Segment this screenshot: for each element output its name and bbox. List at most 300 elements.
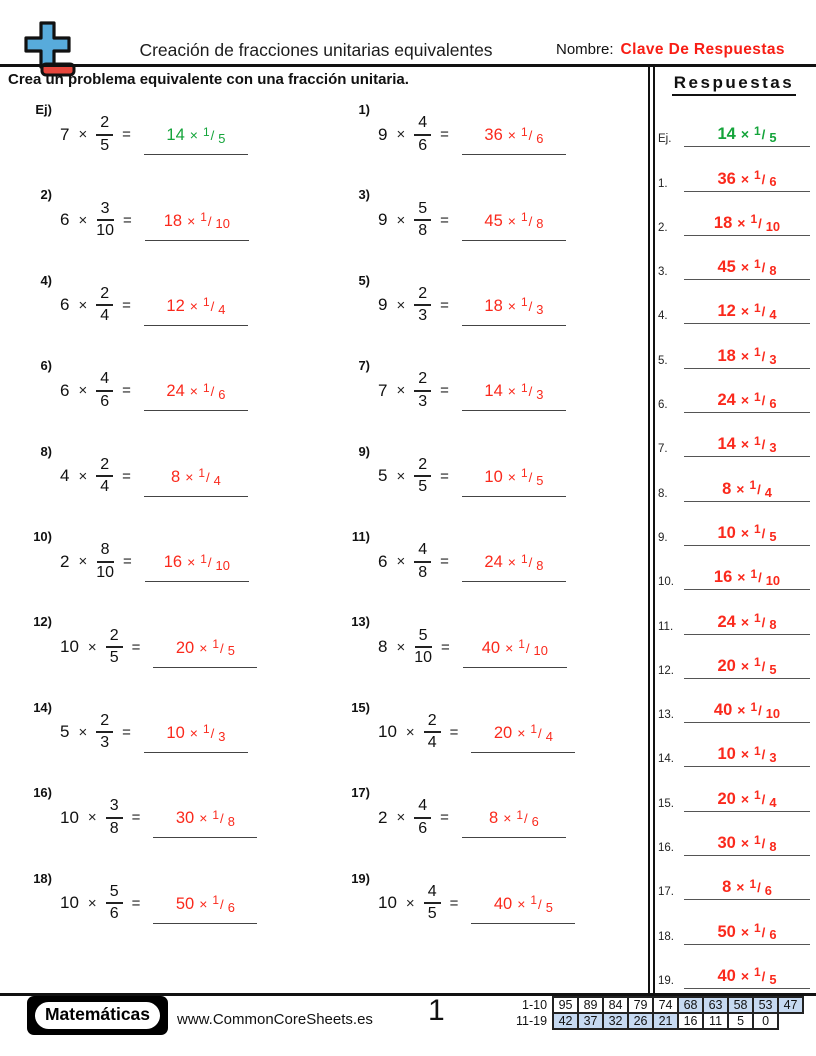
answer-denominator: 3 xyxy=(218,728,226,744)
answer-multiplier: 14 xyxy=(717,435,736,454)
fraction xyxy=(414,541,431,582)
unit-numerator: 1 xyxy=(520,295,528,310)
answer-number: 14. xyxy=(658,753,674,766)
grade-cell: 89 xyxy=(578,997,603,1013)
grade-cell: 79 xyxy=(628,997,653,1013)
fraction xyxy=(414,797,431,838)
problem-number: 5) xyxy=(358,272,370,288)
unit-numerator: 1 xyxy=(520,124,528,139)
answer-blank xyxy=(462,297,566,326)
unit-numerator: 1 xyxy=(212,807,220,822)
problem-number: 7) xyxy=(358,358,370,374)
answer-denominator: 6 xyxy=(769,395,777,411)
fraction-numerator: 2 xyxy=(424,712,441,733)
unit-numerator: 1 xyxy=(520,380,528,395)
fraction-numerator: 2 xyxy=(106,627,123,648)
times-sign: × xyxy=(740,967,750,984)
answer-underline xyxy=(153,667,257,668)
answer-denominator: 5 xyxy=(769,528,777,544)
answer-underline xyxy=(153,837,257,838)
answer-number: Ej. xyxy=(658,133,672,146)
fraction-numerator: 2 xyxy=(414,285,431,306)
grade-cell: 0 xyxy=(753,1013,778,1029)
fraction-slash: / xyxy=(528,469,533,485)
times-sign: × xyxy=(517,724,526,741)
fraction-denominator: 5 xyxy=(427,905,437,923)
fraction-denominator: 3 xyxy=(418,392,428,410)
times-sign: × xyxy=(740,923,750,940)
fraction xyxy=(96,712,113,753)
problem-item xyxy=(330,92,648,177)
times-sign: × xyxy=(87,638,97,656)
problem-item xyxy=(12,263,330,348)
times-sign: × xyxy=(740,392,750,409)
grade-cell: 11 xyxy=(703,1013,728,1029)
answer-denominator: 8 xyxy=(769,263,777,279)
fraction-slash: / xyxy=(757,880,761,896)
answer-underline xyxy=(462,837,566,838)
answer-multiplier: 14 xyxy=(484,382,503,401)
fraction-slash: / xyxy=(761,525,766,541)
fraction-numerator: 2 xyxy=(96,456,113,477)
fraction-numerator: 2 xyxy=(96,285,113,306)
answer-multiplier: 14 xyxy=(717,125,736,144)
answer-denominator: 5 xyxy=(227,643,235,659)
unit-numerator: 1 xyxy=(754,522,761,537)
problem-number: 12) xyxy=(33,614,52,630)
whole-number: 10 xyxy=(378,722,397,742)
grade-cell: 58 xyxy=(728,997,753,1013)
times-sign: × xyxy=(87,809,97,827)
unit-numerator: 1 xyxy=(198,466,205,481)
fraction-slash: / xyxy=(761,171,766,187)
answer-value xyxy=(684,923,810,945)
unit-numerator: 1 xyxy=(520,466,528,481)
instruction-text: Crea un problema equivalente con una fracción unitaria. xyxy=(8,71,409,88)
problem-item xyxy=(12,604,330,689)
problem-number: 4) xyxy=(40,272,52,288)
times-sign: × xyxy=(740,347,750,364)
header-divider xyxy=(0,64,816,67)
answer-multiplier: 10 xyxy=(717,745,736,764)
answer-underline xyxy=(463,667,567,668)
answer-underline xyxy=(462,240,566,241)
times-sign: × xyxy=(507,297,516,314)
unit-numerator: 1 xyxy=(530,722,538,737)
grade-cell: 32 xyxy=(603,1013,628,1029)
answer-value xyxy=(169,895,242,914)
answer-blank xyxy=(471,895,575,924)
times-sign: × xyxy=(78,296,88,314)
fraction-denominator: 5 xyxy=(418,478,428,496)
times-sign: × xyxy=(507,383,516,400)
fraction-slash: / xyxy=(523,811,528,827)
answer-blank xyxy=(144,468,248,497)
answer-blank xyxy=(145,212,249,241)
answer-blank xyxy=(462,212,566,241)
answer-underline xyxy=(471,923,575,924)
times-sign: × xyxy=(78,126,88,144)
unit-numerator: 1 xyxy=(749,478,757,493)
problem-number: 2) xyxy=(40,187,52,203)
problem-number: 6) xyxy=(40,358,52,374)
answer-number: 7. xyxy=(658,443,668,456)
unit-numerator: 1 xyxy=(520,210,528,225)
sidebar-answer-row xyxy=(658,590,810,634)
answer-multiplier: 24 xyxy=(484,553,503,572)
sidebar-answer-row xyxy=(658,192,810,236)
answer-multiplier: 8 xyxy=(722,878,732,897)
fraction-denominator: 10 xyxy=(96,222,115,240)
answer-value xyxy=(684,878,810,900)
grade-cell: 26 xyxy=(628,1013,653,1029)
times-sign: × xyxy=(396,211,406,229)
fraction-denominator: 8 xyxy=(418,222,428,240)
fraction-numerator: 4 xyxy=(424,883,441,904)
problem-number: 1) xyxy=(358,102,370,117)
answer-multiplier: 45 xyxy=(717,258,736,277)
sidebar-answer-row xyxy=(658,457,810,501)
answer-number: 3. xyxy=(658,266,668,279)
answer-value xyxy=(482,809,546,828)
unit-numerator: 1 xyxy=(754,300,761,315)
unit-numerator: 1 xyxy=(202,722,210,737)
answer-denominator: 4 xyxy=(545,728,553,744)
fraction xyxy=(414,370,431,411)
unit-numerator: 1 xyxy=(750,699,758,714)
unit-numerator: 1 xyxy=(754,345,761,360)
answer-denominator: 8 xyxy=(536,557,544,573)
answer-multiplier: 16 xyxy=(713,568,733,587)
answer-value xyxy=(487,724,560,743)
fraction-numerator: 8 xyxy=(97,541,114,562)
fraction-denominator: 10 xyxy=(96,563,115,581)
answer-number: 15. xyxy=(658,797,674,810)
times-sign: × xyxy=(740,746,750,763)
answers-list xyxy=(658,103,810,989)
answer-denominator: 4 xyxy=(213,472,221,488)
answer-blank xyxy=(145,553,249,582)
answer-multiplier: 12 xyxy=(166,296,185,315)
times-sign: × xyxy=(78,211,88,229)
problems-grid xyxy=(12,92,648,946)
unit-numerator: 1 xyxy=(754,168,761,183)
answer-multiplier: 18 xyxy=(713,213,733,232)
answer-underline xyxy=(462,410,566,411)
grade-cell: 47 xyxy=(778,997,803,1013)
whole-number: 2 xyxy=(60,551,70,571)
times-sign: × xyxy=(507,127,516,144)
answer-underline xyxy=(145,581,249,582)
fraction-slash: / xyxy=(761,836,766,852)
whole-number: 9 xyxy=(378,295,388,315)
answer-value xyxy=(684,214,810,236)
grade-cell: 5 xyxy=(728,1013,753,1029)
whole-number: 5 xyxy=(60,722,70,742)
answer-multiplier: 40 xyxy=(481,638,501,657)
brand-logo xyxy=(27,996,168,1035)
answer-number: 6. xyxy=(658,399,668,412)
fraction-denominator: 6 xyxy=(109,905,119,923)
problem-item xyxy=(330,775,648,860)
problem-item xyxy=(12,519,330,604)
answer-value xyxy=(684,170,810,192)
times-sign: × xyxy=(199,639,208,656)
sidebar-answer-row xyxy=(658,945,810,989)
problem-number: 19) xyxy=(351,870,370,886)
whole-number: 9 xyxy=(378,124,388,144)
grade-cell: 95 xyxy=(553,997,578,1013)
times-sign: × xyxy=(736,879,745,896)
fraction-numerator: 2 xyxy=(414,370,431,391)
fraction-slash: / xyxy=(528,384,533,400)
grade-range-label: 1-10 xyxy=(522,998,548,1012)
sidebar-answer-row xyxy=(658,900,810,944)
times-sign: × xyxy=(185,468,194,485)
fraction-denominator: 8 xyxy=(418,563,428,581)
times-sign: × xyxy=(740,259,750,276)
fraction-numerator: 3 xyxy=(106,797,123,818)
problem-number: 17) xyxy=(351,785,370,801)
answer-value xyxy=(477,553,550,572)
answer-blank xyxy=(471,724,575,753)
answer-value xyxy=(684,834,810,856)
sidebar-answer-row xyxy=(658,413,810,457)
times-sign: × xyxy=(189,383,198,400)
problem-item xyxy=(330,861,648,946)
answer-denominator: 5 xyxy=(545,899,553,915)
answer-denominator: 3 xyxy=(536,301,544,317)
answer-multiplier: 40 xyxy=(493,894,513,913)
answer-blank xyxy=(144,297,248,326)
times-sign: × xyxy=(740,170,750,187)
sidebar-answer-row xyxy=(658,812,810,856)
sidebar-answer-row xyxy=(658,856,810,900)
problem-item xyxy=(330,519,648,604)
answer-value xyxy=(477,468,550,487)
answer-multiplier: 30 xyxy=(175,809,195,828)
answer-denominator: 4 xyxy=(218,301,226,317)
answer-denominator: 3 xyxy=(769,351,777,367)
times-sign: × xyxy=(507,554,516,571)
answer-value xyxy=(475,639,555,658)
answer-value xyxy=(487,895,560,914)
answer-denominator: 8 xyxy=(769,617,777,633)
answer-number: 2. xyxy=(658,221,668,234)
fraction-slash: / xyxy=(761,747,766,763)
fraction-numerator: 2 xyxy=(96,712,113,733)
times-sign: × xyxy=(405,894,415,912)
fraction-slash: / xyxy=(757,481,761,497)
fraction-slash: / xyxy=(761,658,766,674)
problem-item xyxy=(330,263,648,348)
whole-number: 6 xyxy=(378,551,388,571)
answer-multiplier: 12 xyxy=(717,302,736,321)
fraction-denominator: 5 xyxy=(109,649,119,667)
equals-sign: = xyxy=(123,211,132,229)
equals-sign: = xyxy=(123,553,132,571)
times-sign: × xyxy=(187,554,196,571)
equals-sign: = xyxy=(440,553,449,571)
answer-value xyxy=(159,297,232,316)
fraction-numerator: 4 xyxy=(414,541,431,562)
fraction-slash: / xyxy=(210,128,215,144)
answer-value xyxy=(477,212,550,231)
whole-number: 10 xyxy=(60,893,79,913)
grade-cell: 16 xyxy=(678,1013,703,1029)
answer-multiplier: 24 xyxy=(166,382,185,401)
answer-denominator: 5 xyxy=(769,661,777,677)
website-link[interactable]: www.CommonCoreSheets.es xyxy=(177,1011,373,1028)
answer-value xyxy=(684,790,810,812)
answer-denominator: 3 xyxy=(769,440,777,456)
answer-denominator: 4 xyxy=(764,484,772,500)
answer-denominator: 10 xyxy=(215,557,230,573)
unit-numerator: 1 xyxy=(520,551,528,566)
answer-multiplier: 24 xyxy=(717,612,736,631)
unit-numerator: 1 xyxy=(202,380,210,395)
times-sign: × xyxy=(189,127,198,144)
sidebar-answer-row xyxy=(658,767,810,811)
grade-cell: 68 xyxy=(678,997,703,1013)
times-sign: × xyxy=(189,297,198,314)
times-sign: × xyxy=(740,126,750,143)
answer-denominator: 6 xyxy=(218,387,226,403)
answer-multiplier: 8 xyxy=(722,479,732,498)
fraction-slash: / xyxy=(525,640,530,656)
problem-number: 18) xyxy=(33,870,52,886)
answer-denominator: 10 xyxy=(215,216,230,232)
times-sign: × xyxy=(199,895,208,912)
answer-value xyxy=(684,258,810,280)
whole-number: 2 xyxy=(378,807,388,827)
fraction xyxy=(96,456,113,497)
answer-multiplier: 8 xyxy=(489,809,499,828)
equals-sign: = xyxy=(440,467,449,485)
answer-number: 1. xyxy=(658,177,668,190)
fraction-slash: / xyxy=(761,437,766,453)
unit-numerator: 1 xyxy=(202,295,210,310)
fraction-slash: / xyxy=(761,393,766,409)
answer-value xyxy=(684,302,810,324)
times-sign: × xyxy=(507,212,516,229)
problem-item xyxy=(12,775,330,860)
fraction-slash: / xyxy=(528,213,533,229)
equals-sign: = xyxy=(441,638,450,656)
answer-multiplier: 20 xyxy=(717,656,736,675)
fraction-slash: / xyxy=(761,348,766,364)
times-sign: × xyxy=(503,810,512,827)
name-row xyxy=(556,41,785,59)
fraction-slash: / xyxy=(538,896,542,912)
answer-multiplier: 40 xyxy=(717,966,736,985)
fraction-denominator: 8 xyxy=(109,819,119,837)
times-sign: × xyxy=(189,724,198,741)
answer-number: 8. xyxy=(658,487,668,500)
answer-multiplier: 14 xyxy=(166,126,185,145)
whole-number: 10 xyxy=(60,807,79,827)
answer-value xyxy=(684,435,810,457)
answer-blank xyxy=(462,809,566,838)
whole-number: 4 xyxy=(60,466,70,486)
times-sign: × xyxy=(396,382,406,400)
problem-item xyxy=(12,177,330,262)
fraction-slash: / xyxy=(761,924,766,940)
unit-numerator: 1 xyxy=(749,876,757,891)
equals-sign: = xyxy=(122,126,131,144)
answer-denominator: 8 xyxy=(227,814,235,830)
times-sign: × xyxy=(405,723,415,741)
whole-number: 6 xyxy=(60,210,70,230)
grade-row xyxy=(516,1013,803,1029)
fraction-slash: / xyxy=(761,127,766,143)
sidebar-answer-row xyxy=(658,679,810,723)
answer-underline xyxy=(462,325,566,326)
fraction-slash: / xyxy=(761,968,766,984)
answer-multiplier: 16 xyxy=(163,553,183,572)
problem-item xyxy=(330,348,648,433)
answer-underline xyxy=(462,154,566,155)
answer-underline xyxy=(144,752,248,753)
answer-denominator: 5 xyxy=(536,472,544,488)
times-sign: × xyxy=(396,809,406,827)
fraction-denominator: 6 xyxy=(418,819,428,837)
times-sign: × xyxy=(740,790,750,807)
answer-value xyxy=(684,391,810,413)
grading-scale xyxy=(516,996,804,1030)
unit-numerator: 1 xyxy=(754,743,761,758)
answer-number: 5. xyxy=(658,354,668,367)
problem-item xyxy=(330,690,648,775)
answer-multiplier: 30 xyxy=(717,834,736,853)
sidebar-answer-row xyxy=(658,723,810,767)
answer-multiplier: 8 xyxy=(171,467,181,486)
answer-denominator: 10 xyxy=(765,705,781,721)
equals-sign: = xyxy=(440,211,449,229)
times-sign: × xyxy=(396,296,406,314)
whole-number: 10 xyxy=(60,637,79,657)
answer-number: 17. xyxy=(658,886,674,899)
answer-number: 13. xyxy=(658,709,674,722)
answer-underline xyxy=(144,154,248,155)
answer-multiplier: 10 xyxy=(166,723,185,742)
unit-numerator: 1 xyxy=(754,433,761,448)
answer-multiplier: 36 xyxy=(484,126,503,145)
answer-denominator: 10 xyxy=(765,218,781,234)
equals-sign: = xyxy=(440,126,449,144)
answer-value xyxy=(477,382,550,401)
fraction-numerator: 5 xyxy=(415,627,432,648)
fraction xyxy=(96,114,113,155)
fraction-denominator: 10 xyxy=(414,649,433,667)
fraction-numerator: 4 xyxy=(414,797,431,818)
answer-key-badge: Clave De Respuestas xyxy=(620,41,785,58)
unit-numerator: 1 xyxy=(754,611,761,626)
problem-number: 9) xyxy=(358,443,370,459)
times-sign: × xyxy=(199,810,208,827)
fraction-slash: / xyxy=(210,298,215,314)
sidebar-answer-row xyxy=(658,280,810,324)
answer-underline xyxy=(462,496,566,497)
fraction-denominator: 4 xyxy=(100,478,110,496)
unit-numerator: 1 xyxy=(754,921,761,936)
answer-number: 18. xyxy=(658,930,674,943)
unit-numerator: 1 xyxy=(212,637,220,652)
unit-numerator: 1 xyxy=(202,124,210,139)
times-sign: × xyxy=(396,638,406,656)
times-sign: × xyxy=(736,480,745,497)
problem-item xyxy=(12,861,330,946)
